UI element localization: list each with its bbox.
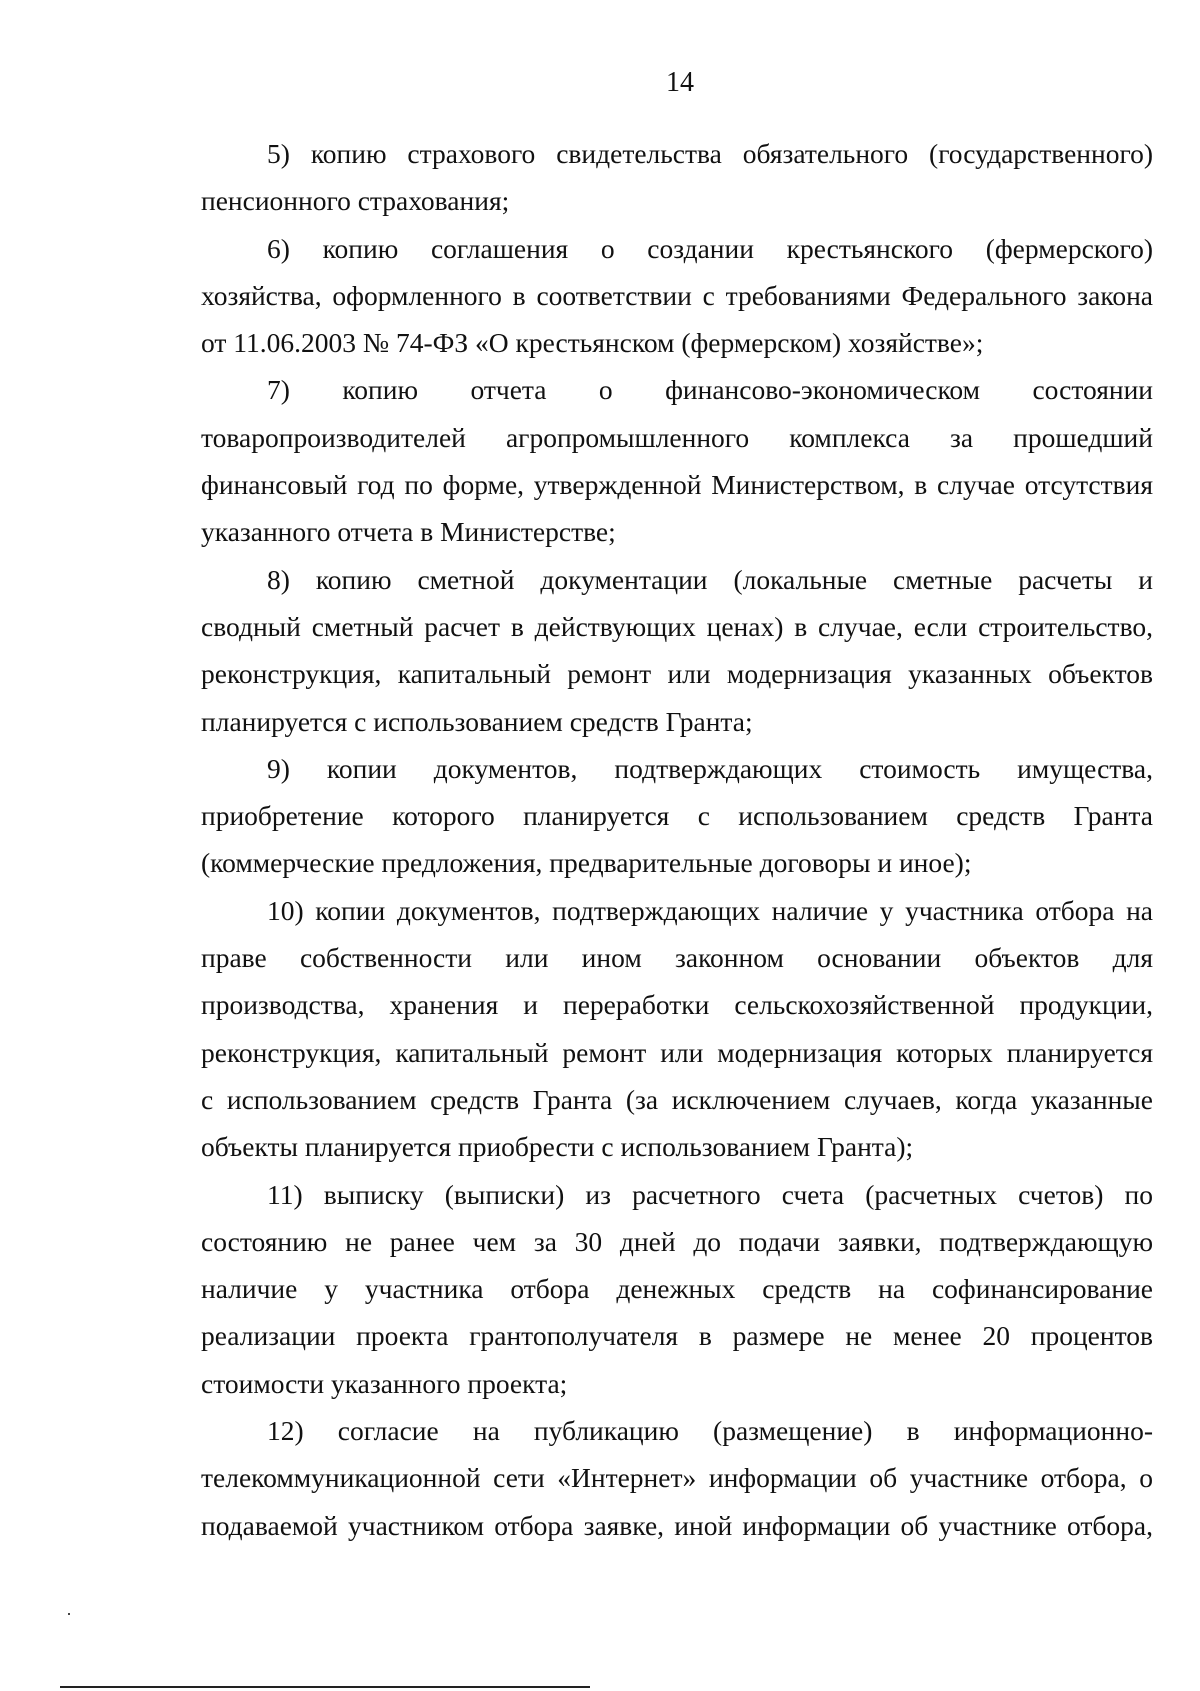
list-paragraph-6 — [201, 225, 1153, 367]
paragraph-line: от 11.06.2003 № 74-ФЗ «О крестьянском (фермерском) хозяйстве»; — [201, 327, 984, 359]
paragraph-line: 9) копии документов, подтверждающих стоимость имущества, — [267, 752, 1153, 784]
paragraph-line: товаропроизводителей агропромышленного комплекса за прошедший — [201, 421, 1153, 453]
paragraph-line: реализации проекта грантополучателя в размере не менее 20 процентов — [201, 1320, 1153, 1352]
paragraph-line: 8) копию сметной документации (локальные сметные расчеты и — [267, 563, 1153, 595]
paragraph-line: 11) выписку (выписки) из расчетного счета (расчетных счетов) по — [267, 1178, 1153, 1210]
paragraph-line: планируется с использованием средств Гранта; — [201, 705, 753, 737]
paragraph-line: 5) копию страхового свидетельства обязательного (государственного) — [267, 138, 1153, 169]
paragraph-line: сводный сметный расчет в действующих ценах) в случае, если строительство, — [201, 610, 1153, 642]
paragraph-line: указанного отчета в Министерстве; — [201, 516, 616, 548]
paragraph-line: производства, хранения и переработки сельскохозяйственной продукции, — [201, 989, 1153, 1021]
list-paragraph-5 — [201, 130, 1153, 225]
paragraph-line: реконструкция, капитальный ремонт или модернизация указанных объектов — [201, 658, 1153, 690]
list-paragraph-9 — [201, 745, 1153, 887]
paragraph-line: пенсионного страхования; — [201, 185, 510, 217]
scan-speck — [68, 1613, 70, 1615]
paragraph-line: состоянию не ранее чем за 30 дней до подачи заявки, подтверждающую — [201, 1225, 1153, 1257]
paragraph-line: приобретение которого планируется с использованием средств Гранта — [201, 800, 1153, 832]
paragraph-line: 10) копии документов, подтверждающих наличие у участника отбора на — [267, 894, 1153, 926]
paragraph-line: 6) копию соглашения о создании крестьянского (фермерского) — [267, 232, 1153, 264]
list-paragraph-8 — [201, 556, 1153, 745]
paragraph-line: (коммерческие предложения, предварительные договоры и иное); — [201, 847, 972, 879]
paragraph-line: с использованием средств Гранта (за исключением случаев, когда указанные — [201, 1083, 1153, 1115]
paragraph-line: наличие у участника отбора денежных средств на софинансирование — [201, 1273, 1153, 1305]
list-paragraph-7 — [201, 366, 1153, 555]
list-paragraph-10 — [201, 887, 1153, 1171]
page-number: 14 — [666, 67, 694, 98]
paragraph-line: телекоммуникационной сети «Интернет» информации об участнике отбора, о — [201, 1462, 1153, 1494]
list-paragraph-12 — [201, 1407, 1153, 1549]
document-body — [201, 130, 1153, 1549]
paragraph-line: хозяйства, оформленного в соответствии с требованиями Федерального закона — [201, 279, 1153, 311]
paragraph-line: 7) копию отчета о финансово-экономическом состоянии — [267, 374, 1153, 406]
paragraph-line: 12) согласие на публикацию (размещение) в информационно- — [267, 1415, 1153, 1447]
footer-rule — [60, 1686, 590, 1688]
list-paragraph-11 — [201, 1171, 1153, 1407]
paragraph-line: реконструкция, капитальный ремонт или модернизация которых планируется — [201, 1036, 1153, 1068]
paragraph-line: стоимости указанного проекта; — [201, 1367, 568, 1399]
paragraph-line: подаваемой участником отбора заявке, иной информации об участнике отбора, — [201, 1509, 1153, 1541]
paragraph-line: объекты планируется приобрести с использованием Гранта); — [201, 1131, 914, 1163]
paragraph-line: праве собственности или ином законном основании объектов для — [201, 942, 1153, 974]
paragraph-line: финансовый год по форме, утвержденной Министерством, в случае отсутствия — [201, 469, 1153, 501]
